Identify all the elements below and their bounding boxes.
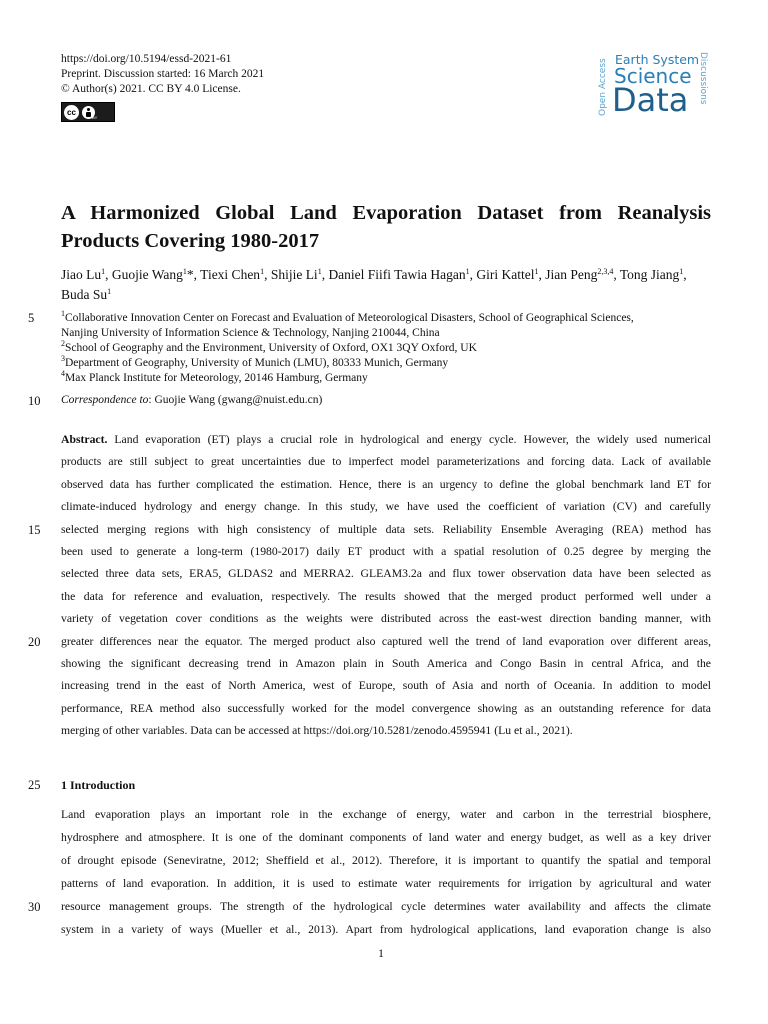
abstract-text: products are still subject to great uncertainties due to imperfect model parameterizations and forcing data. Lack of available	[61, 455, 711, 468]
abstract-line	[61, 500, 711, 514]
author-separator: ,	[469, 267, 477, 282]
copyright-line: © Author(s) 2021. CC BY 4.0 License.	[61, 83, 241, 95]
affiliation-line	[61, 311, 721, 326]
author-name: Tong Jiang	[619, 267, 680, 282]
abstract-line	[61, 657, 711, 671]
affiliation-line	[61, 341, 721, 356]
preprint-date: Preprint. Discussion started: 16 March 2021	[61, 68, 265, 80]
journal-logo	[598, 52, 710, 120]
intro-line: resource management groups. The strength of the hydrological cycle determines water availability and affects the climate	[61, 900, 711, 913]
author-separator: ,	[538, 267, 546, 282]
abstract-text: showing the significant decreasing trend in Amazon plain in South America and Congo Basin in central Africa, and the	[61, 657, 711, 670]
discussions-label: Discussions	[698, 52, 708, 105]
intro-line: of drought episode (Seneviratne, 2012; Sheffield et al., 2012). Therefore, it is important to quantify the spatial and temporal	[61, 854, 711, 867]
author-name: Shijie Li	[270, 267, 318, 282]
line-number: 15	[28, 523, 41, 537]
abstract-text: greater differences near the equator. The merged product also captured well the trend of land evaporation over different areas,	[61, 635, 711, 648]
author-separator: ,	[264, 267, 271, 282]
section-heading: 1 Introduction	[61, 778, 136, 792]
intro-line: patterns of land evaporation. In addition, it is used to estimate water requirements for irrigation by agricultural and water	[61, 877, 711, 890]
abstract-line	[61, 433, 711, 447]
affiliation-text: Max Planck Institute for Meteorology, 20146 Hamburg, Germany	[65, 372, 368, 384]
logo-line-earth-system: Earth System	[615, 52, 700, 67]
affiliation-text: Department of Geography, University of Munich (LMU), 80333 Munich, Germany	[65, 357, 449, 369]
author-separator: ,	[193, 267, 201, 282]
abstract-line	[61, 679, 711, 693]
line-number: 10	[28, 394, 41, 408]
intro-line: system in a variety of ways (Mueller et al., 2013). Apart from hydrological applications, land evaporation change is also	[61, 923, 711, 936]
abstract-line	[61, 635, 711, 649]
author-affiliation-sup: 2,3,4	[597, 267, 614, 276]
author-separator: ,	[683, 267, 687, 282]
author-list	[61, 265, 716, 305]
abstract-line	[61, 590, 711, 604]
line-number: 25	[28, 778, 41, 792]
line-number: 20	[28, 635, 41, 649]
author-affiliation-sup: 1	[101, 267, 106, 276]
author-affiliation-sup: 1	[534, 267, 539, 276]
abstract-line	[61, 567, 711, 581]
abstract-text: Land evaporation (ET) plays a crucial role in hydrological and energy cycle. However, the widely used numerical	[107, 433, 711, 446]
affiliation-line	[61, 371, 721, 386]
paper-title: A Harmonized Global Land Evaporation Dataset from Reanalysis Products Covering 1980-2017	[61, 202, 711, 252]
author-name: Giri Kattel	[476, 267, 535, 282]
author-separator: ,	[321, 267, 329, 282]
abstract-line	[61, 702, 711, 716]
cc-by-license-badge[interactable]	[61, 102, 115, 122]
correspondence-text: : Guojie Wang (gwang@nuist.edu.cn)	[148, 394, 323, 406]
page-number: 1	[378, 946, 384, 960]
abstract-text: observed data has further complicated the estimation. Hence, there is an urgency to define the global benchmark land ET for	[61, 478, 711, 491]
abstract-line	[61, 545, 711, 559]
abstract-text: increasing trend in the east of North America, west of Europe, south of Asia and north of Oceania. In addition to model	[61, 679, 711, 692]
affiliation-line	[61, 356, 721, 371]
author-name: Jian Peng	[545, 267, 598, 282]
affiliation-text: Nanjing University of Information Science & Technology, Nanjing 210044, China	[61, 327, 440, 339]
abstract-text: performance, REA method also successfully worked for the model convergence showing as an outstanding reference for data	[61, 702, 711, 715]
abstract-line	[61, 455, 711, 469]
doi-link[interactable]: https://doi.org/10.5194/essd-2021-61	[61, 53, 232, 65]
author-name: Guojie Wang	[111, 267, 183, 282]
abstract-text: selected merging regions with high consistency of multiple data sets. Reliability Ensemble Averaging (REA) method has	[61, 523, 711, 536]
header-metadata	[61, 52, 264, 97]
author-affiliation-sup: 1	[260, 267, 265, 276]
logo-line-data: Data	[612, 81, 689, 119]
cc-by-label: BY	[92, 115, 98, 120]
affiliation-line	[61, 326, 721, 341]
author-affiliation-sup: 1	[679, 267, 684, 276]
cc-icon: cc	[64, 105, 79, 120]
author-name: Jiao Lu	[61, 267, 102, 282]
line-number: 5	[28, 311, 35, 325]
intro-line: Land evaporation plays an important role in the exchange of energy, water and carbon in the terrestrial biosphere,	[61, 808, 711, 821]
abstract-line	[61, 612, 711, 626]
author-separator: ,	[105, 267, 112, 282]
abstract-line	[61, 523, 711, 537]
correspondence	[61, 394, 322, 406]
abstract-text: merging of other variables. Data can be accessed at https://doi.org/10.5281/zenodo.4595941 (Lu et al., 2021).	[61, 724, 573, 737]
author-affiliation-sup: 1	[182, 267, 187, 276]
affiliation-number: 2	[61, 339, 65, 348]
author-separator: ,	[613, 267, 620, 282]
abstract-text: the data for reference and evaluation, respectively. The results showed that the merged product performed well under a	[61, 590, 711, 603]
author-name: Daniel Fiifi Tawia Hagan	[328, 267, 466, 282]
author-affiliation-sup: 1	[465, 267, 470, 276]
abstract-line	[61, 478, 711, 492]
corresponding-mark: *	[186, 267, 194, 282]
abstract-label: Abstract.	[61, 433, 108, 446]
correspondence-label: Correspondence to	[61, 394, 149, 406]
affiliation-text: School of Geography and the Environment, University of Oxford, OX1 3QY Oxford, UK	[65, 342, 477, 354]
abstract-text: been used to generate a long-term (1980-2017) daily ET product with a spatial resolution of 0.25 degree by merging the	[61, 545, 711, 558]
affiliation-text: Collaborative Innovation Center on Forecast and Evaluation of Meteorological Disasters, School of Geographical Sciences,	[65, 312, 634, 324]
abstract-text: selected three data sets, ERA5, GLDAS2 and MERRA2. GLEAM3.2a and flux tower observation data have been selected as	[61, 567, 711, 580]
intro-line: hydrosphere and atmosphere. It is one of the dominant components of land water and energy budget, as well as a key driver	[61, 831, 711, 844]
author-name: Tiexi Chen	[200, 267, 261, 282]
open-access-label: Open Access	[598, 58, 608, 116]
author-affiliation-sup: 1	[317, 267, 322, 276]
author-affiliation-sup: 1	[107, 287, 112, 296]
affiliation-number: 1	[61, 309, 65, 318]
abstract-text: variety of vegetation cover conditions as the weights were distributed across the east-west direction banding manner, with	[61, 612, 711, 625]
logo-line-science: Science	[614, 64, 692, 88]
abstract-text: climate-induced hydrology and energy change. In this study, we have used the coefficient of variation (CV) and carefully	[61, 500, 711, 513]
line-number: 30	[28, 900, 41, 914]
author-name: Buda Su	[61, 287, 108, 302]
abstract-line	[61, 724, 711, 738]
affiliation-number: 4	[61, 369, 65, 378]
affiliation-number: 3	[61, 354, 65, 363]
